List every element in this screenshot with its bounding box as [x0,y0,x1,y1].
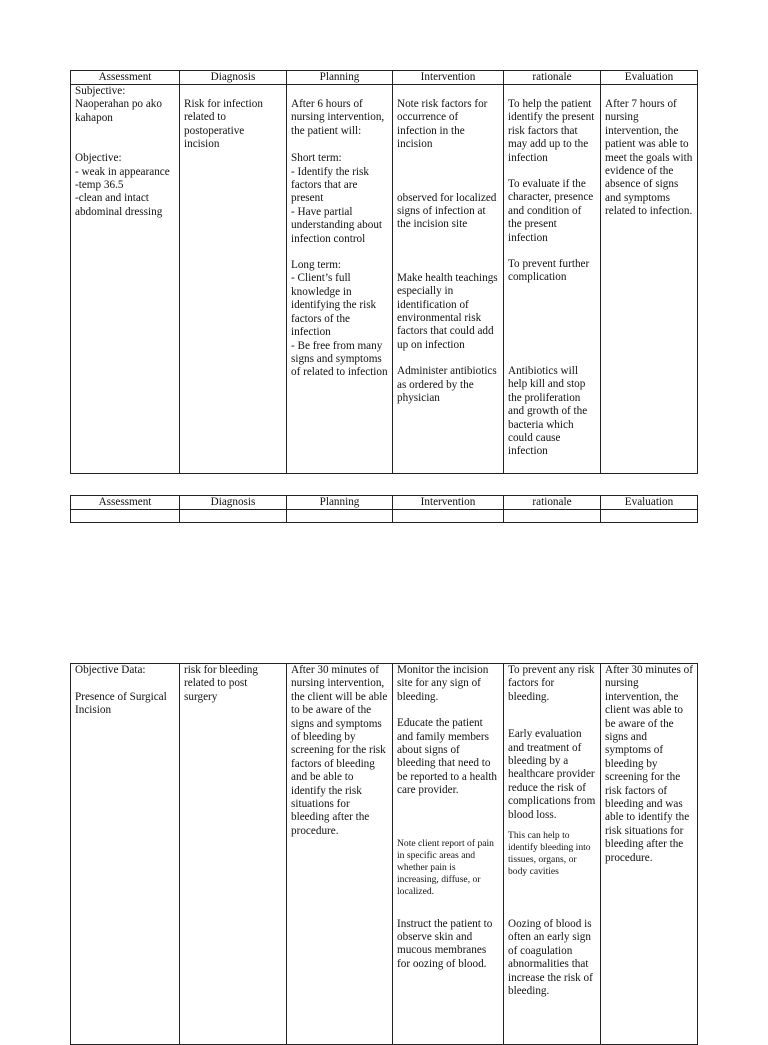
intervention-item: observed for localized signs of infection at the incision site [397,191,497,231]
rationale-item: To evaluate if the character, presence and condition of the present infection [508,178,594,244]
table-row [71,85,698,474]
intervention-cell [393,664,504,1045]
table-row [71,510,698,523]
care-plan-table-bleeding [70,663,698,1045]
planning-cell [287,85,393,474]
header-planning: Planning [287,71,393,85]
rationale-item: Early evaluation and treatment of bleeding by a healthcare provider reduce the risk of complications from blood loss. [508,728,596,821]
rationale-item: Antibiotics will help kill and stop the proliferation and growth of the bacteria which could cause infection [508,364,588,458]
intervention-item: Administer antibiotics as ordered by the physician [397,365,497,405]
planning-long-term: Long term: - Client’s full knowledge in identifying the risk factors of the infection - Be free from many signs and symptoms of related to infection [291,259,388,379]
intervention-item: Educate the patient and family members about signs of bleeding that need to be reported to a health care provider. [397,717,498,797]
care-plan-table-infection [70,70,698,474]
rationale-cell [504,85,601,474]
rationale-item: Oozing of blood is often an early sign of coagulation abnormalities that increase the risk of bleeding. [508,918,593,998]
header-planning: Planning [287,496,393,510]
rationale-item: To help the patient identify the present risk factors that may add up to the infection [508,98,595,164]
intervention-item: Instruct the patient to observe skin and mucous membranes for oozing of blood. [397,917,493,970]
assessment-subjective: Subjective: Naoperahan po ako kahapon [75,85,162,124]
intervention-item: Note risk factors for occurrence of infection in the incision [397,98,488,151]
empty-cell [71,510,180,523]
planning-cell [287,664,393,1045]
diagnosis-text: risk for bleeding related to post surgery [184,664,258,703]
table-header-row [71,71,698,85]
header-intervention: Intervention [393,496,504,510]
rationale-item: To prevent any risk factors for bleeding. [508,664,595,703]
intervention-cell [393,85,504,474]
assessment-cell [71,85,180,474]
evaluation-text: After 30 minutes of nursing intervention, the client was able to be aware of the signs and symptoms of bleeding by screening for the risk factors of bleeding and was able to identify the risk situations for bleeding after the procedure. [605,664,693,864]
empty-cell [180,510,287,523]
care-plan-table-empty [70,495,698,523]
header-assessment: Assessment [71,71,180,85]
table-row [71,664,698,1045]
rationale-cell [504,664,601,1045]
evaluation-text: After 7 hours of nursing intervention, the patient was able to meet the goals with evidence of the absence of signs and symptoms related to infection. [605,98,693,218]
header-rationale: rationale [504,71,601,85]
intervention-item: Monitor the incision site for any sign of bleeding. [397,664,489,703]
empty-cell [287,510,393,523]
header-assessment: Assessment [71,496,180,510]
header-evaluation: Evaluation [601,496,698,510]
rationale-item: This can help to identify bleeding into tissues, organs, or body cavities [508,830,591,878]
planning-intro: After 6 hours of nursing intervention, the patient will: [291,98,385,137]
diagnosis-text: Risk for infection related to postoperative incision [184,98,263,151]
planning-short-term: Short term: - Identify the risk factors that are present - Have partial understanding about infection control [291,152,383,245]
evaluation-cell [601,664,698,1045]
header-intervention: Intervention [393,71,504,85]
empty-cell [393,510,504,523]
assessment-text: Objective Data: Presence of Surgical Incision [75,664,167,717]
planning-text: After 30 minutes of nursing intervention, the client will be able to be aware of the signs and symptoms of bleeding by screening for the risk factors of bleeding and be able to identify the risk situations for bleeding after the procedure. [291,664,388,837]
rationale-item: To prevent further complication [508,258,590,284]
assessment-cell [71,664,180,1045]
intervention-item: Note client report of pain in specific areas and whether pain is increasing, diffuse, or localized. [397,837,494,897]
assessment-objective: Objective: - weak in appearance -temp 36.5 -clean and intact abdominal dressing [75,152,170,218]
table-header-row [71,496,698,510]
evaluation-cell [601,85,698,474]
header-diagnosis: Diagnosis [180,71,287,85]
header-rationale: rationale [504,496,601,510]
diagnosis-cell [180,85,287,474]
intervention-item: Make health teachings especially in identification of environmental risk factors that could add up on infection [397,271,498,351]
diagnosis-cell [180,664,287,1045]
header-diagnosis: Diagnosis [180,496,287,510]
header-evaluation: Evaluation [601,71,698,85]
empty-cell [504,510,601,523]
empty-cell [601,510,698,523]
